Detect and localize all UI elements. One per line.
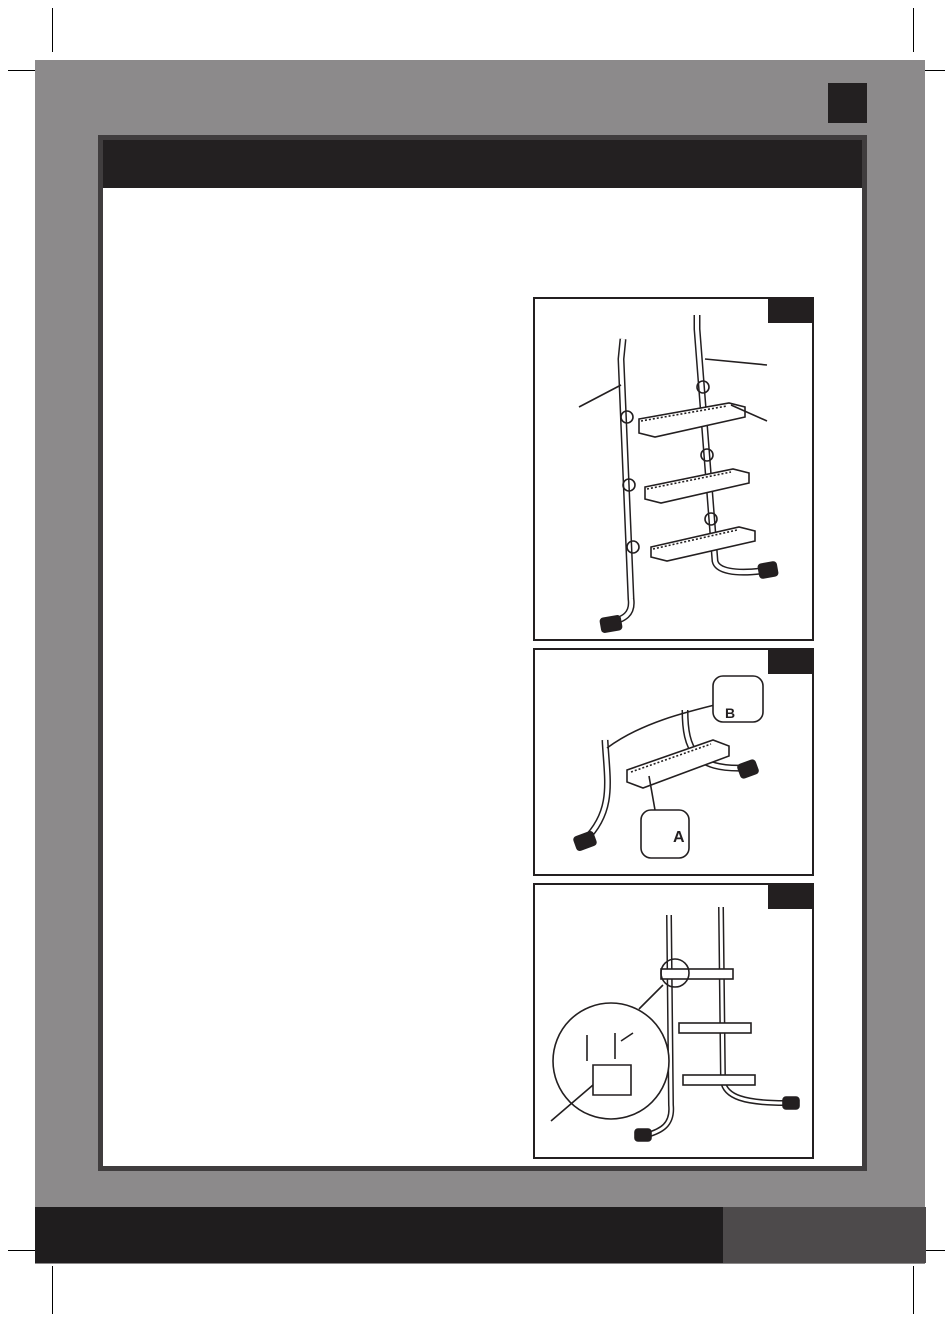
figure-3 [533,883,814,1159]
crop-mark [52,8,53,52]
figure-1 [533,297,814,641]
callout-b-label: B [725,705,736,721]
crop-mark [52,1266,53,1314]
callout-a-label: A [673,829,685,846]
step-attachment-illustration [535,650,814,876]
section-header-bar [103,140,862,188]
fastening-detail-illustration [535,885,814,1159]
crop-mark [913,1266,914,1314]
page-number-badge [828,83,867,123]
figure-2 [533,648,814,876]
footer-tab [723,1207,926,1263]
footer-bar [35,1207,723,1263]
ladder-assembly-illustration [535,299,814,641]
crop-mark [913,8,914,52]
